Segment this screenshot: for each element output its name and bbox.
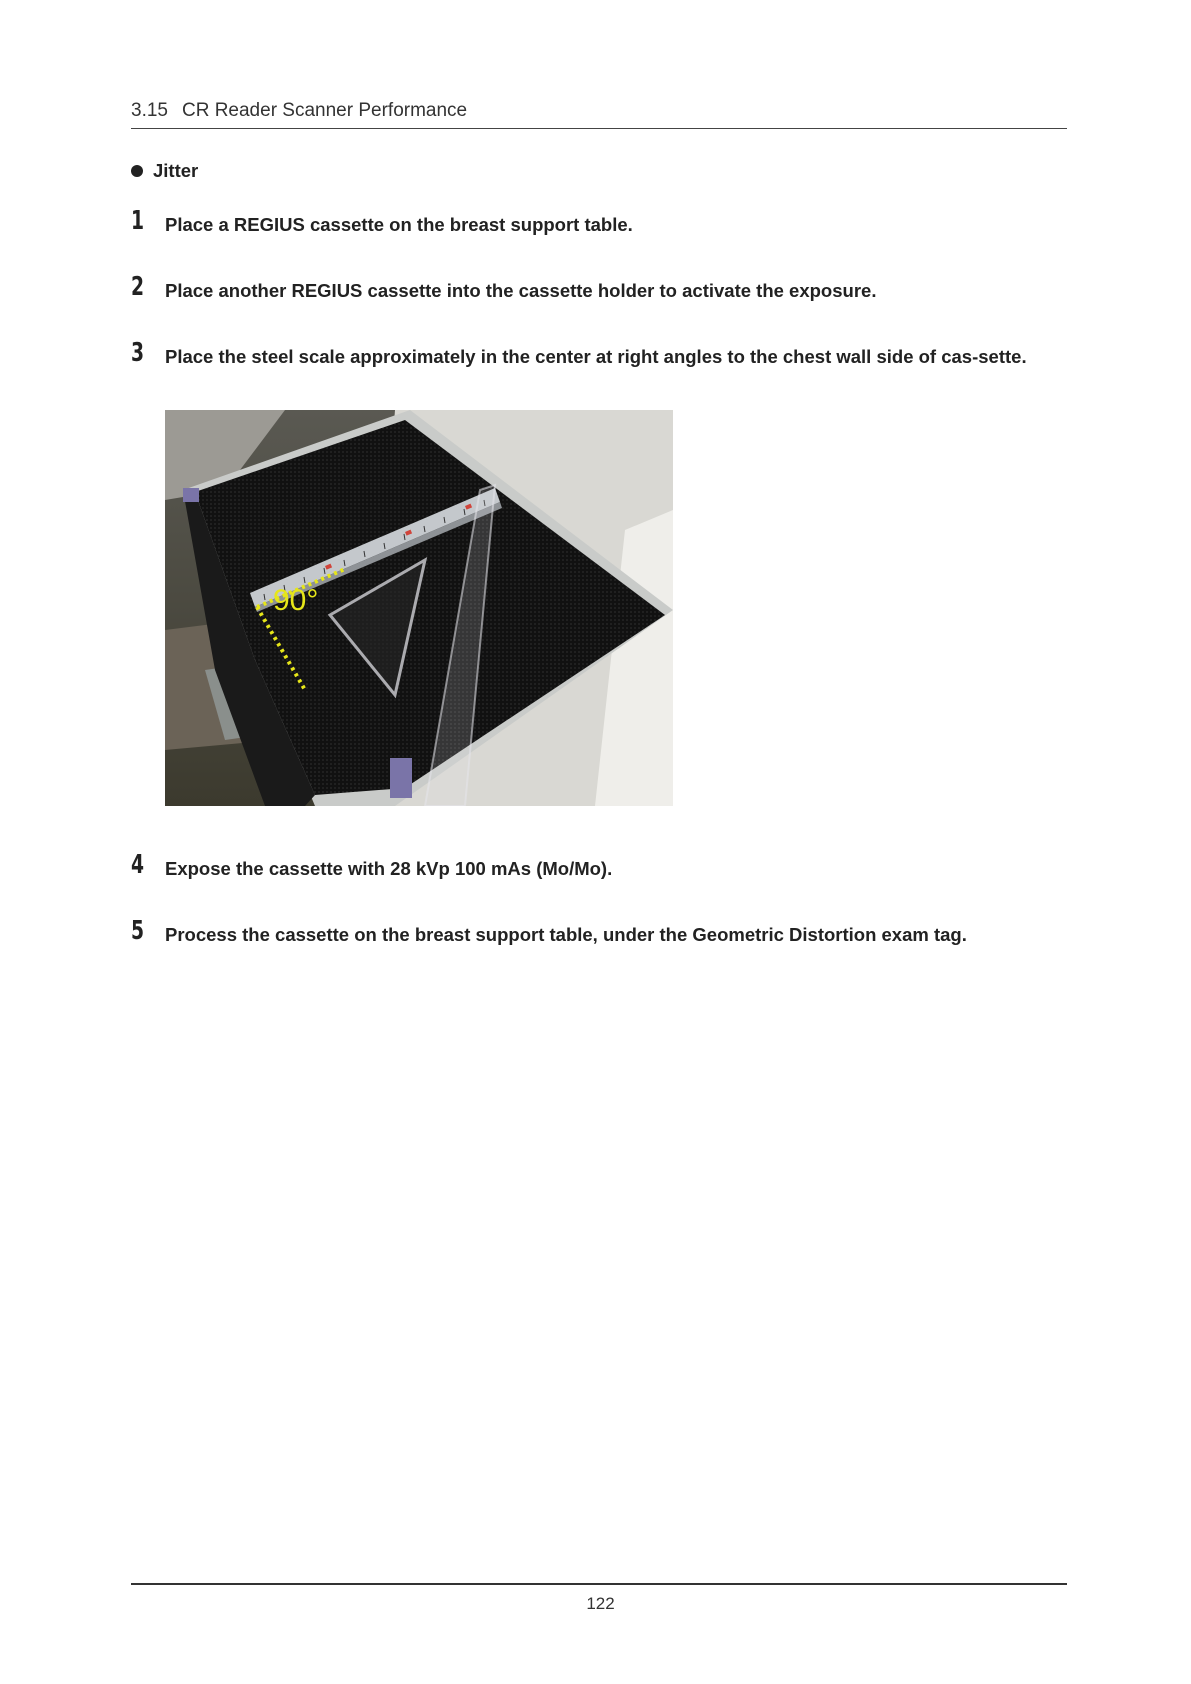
- step-2: [131, 272, 1067, 304]
- step-number: 5: [131, 916, 145, 946]
- step-4: [131, 850, 1067, 882]
- corner-marker: [390, 758, 412, 798]
- section-title: CR Reader Scanner Performance: [181, 100, 468, 121]
- corner-marker: [183, 488, 199, 502]
- running-header: [131, 100, 1067, 129]
- section-number: 3.15: [131, 100, 168, 121]
- step-text: Place the steel scale approximately in the center at right angles to the chest wall side of cas-sette.: [165, 346, 1027, 367]
- cassette-photo: [165, 410, 673, 806]
- cassette-photo-illustration: [165, 410, 673, 806]
- footer-rule: [131, 1583, 1067, 1585]
- step-number: 1: [131, 206, 145, 236]
- step-number: 4: [131, 850, 145, 880]
- subsection-title: Jitter: [153, 160, 199, 181]
- bullet-dot-icon: [131, 165, 143, 177]
- step-text: Place another REGIUS cassette into the cassette holder to activate the exposure.: [165, 280, 877, 301]
- angle-label: 90°: [273, 584, 319, 617]
- page-number: 122: [586, 1594, 615, 1613]
- subsection-heading: [131, 160, 198, 182]
- step-number: 3: [131, 338, 145, 368]
- step-1: [131, 206, 1067, 238]
- step-text: Place a REGIUS cassette on the breast support table.: [165, 214, 633, 235]
- step-3: [131, 338, 1067, 370]
- step-text: Expose the cassette with 28 kVp 100 mAs (Mo/Mo).: [165, 858, 613, 879]
- step-text: Process the cassette on the breast support table, under the Geometric Distortion exam tag.: [165, 924, 967, 945]
- step-5: [131, 916, 1067, 948]
- step-number: 2: [131, 272, 145, 302]
